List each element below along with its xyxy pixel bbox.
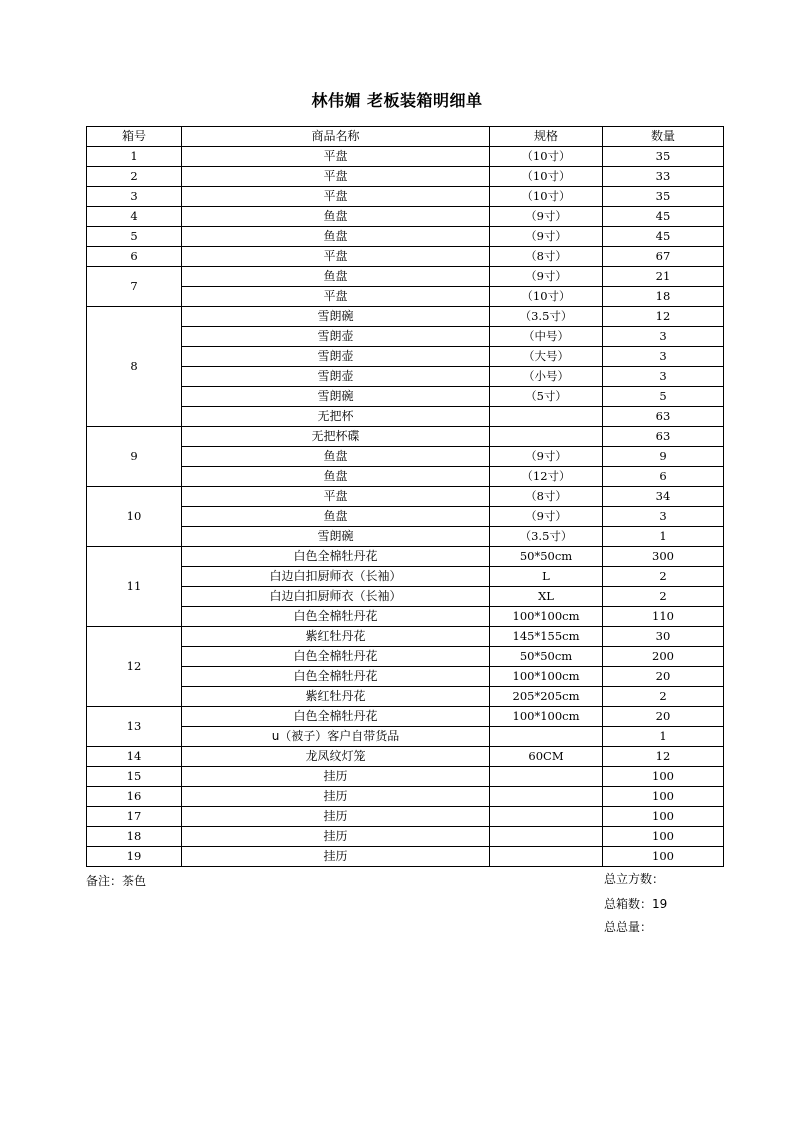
- quantity-cell: 63: [603, 407, 724, 427]
- box-number-cell: 10: [87, 487, 182, 547]
- product-name-cell: 鱼盘: [182, 447, 490, 467]
- product-name-cell: 平盘: [182, 147, 490, 167]
- quantity-cell: 34: [603, 487, 724, 507]
- table-row: [87, 687, 724, 707]
- box-number-cell: 1: [87, 147, 182, 167]
- spec-cell: XL: [490, 587, 603, 607]
- spec-cell: （3.5寸）: [490, 527, 603, 547]
- product-name-cell: 白色全棉牡丹花: [182, 707, 490, 727]
- table-row: [87, 567, 724, 587]
- table-row: [87, 587, 724, 607]
- product-name-cell: 鱼盘: [182, 507, 490, 527]
- spec-cell: 100*100cm: [490, 707, 603, 727]
- box-number-cell: 4: [87, 207, 182, 227]
- quantity-cell: 110: [603, 607, 724, 627]
- quantity-cell: 20: [603, 707, 724, 727]
- spec-cell: （8寸）: [490, 487, 603, 507]
- table-row: [87, 747, 724, 767]
- product-name-cell: 平盘: [182, 247, 490, 267]
- table-row: [87, 307, 724, 327]
- table-header-row: [87, 127, 724, 147]
- table-row: [87, 607, 724, 627]
- product-name-cell: 雪朗壶: [182, 327, 490, 347]
- spec-cell: 205*205cm: [490, 687, 603, 707]
- spec-cell: [490, 767, 603, 787]
- quantity-cell: 3: [603, 327, 724, 347]
- box-number-cell: 2: [87, 167, 182, 187]
- table-row: [87, 667, 724, 687]
- table-row: [87, 387, 724, 407]
- spec-cell: 145*155cm: [490, 627, 603, 647]
- spec-cell: （9寸）: [490, 227, 603, 247]
- product-name-cell: 白色全棉牡丹花: [182, 547, 490, 567]
- product-name-cell: 龙凤纹灯笼: [182, 747, 490, 767]
- total-volume-label: 总立方数：: [604, 872, 665, 886]
- header-box-number: 箱号: [87, 127, 182, 147]
- quantity-cell: 67: [603, 247, 724, 267]
- spec-cell: （3.5寸）: [490, 307, 603, 327]
- table-row: [87, 727, 724, 747]
- product-name-cell: 紫红牡丹花: [182, 687, 490, 707]
- quantity-cell: 33: [603, 167, 724, 187]
- table-row: [87, 547, 724, 567]
- spec-cell: 60CM: [490, 747, 603, 767]
- header-quantity: 数量: [603, 127, 724, 147]
- box-number-cell: 5: [87, 227, 182, 247]
- table-row: [87, 427, 724, 447]
- quantity-cell: 1: [603, 527, 724, 547]
- quantity-cell: 100: [603, 847, 724, 867]
- quantity-cell: 100: [603, 767, 724, 787]
- quantity-cell: 35: [603, 147, 724, 167]
- table-row: [87, 327, 724, 347]
- table-row: [87, 447, 724, 467]
- spec-cell: 50*50cm: [490, 547, 603, 567]
- table-row: [87, 507, 724, 527]
- quantity-cell: 2: [603, 567, 724, 587]
- product-name-cell: 白色全棉牡丹花: [182, 607, 490, 627]
- product-name-cell: 无把杯碟: [182, 427, 490, 447]
- product-name-cell: u（被子）客户自带货品: [182, 727, 490, 747]
- header-product-name: 商品名称: [182, 127, 490, 147]
- product-name-cell: 雪朗碗: [182, 527, 490, 547]
- box-number-cell: 11: [87, 547, 182, 627]
- quantity-cell: 2: [603, 587, 724, 607]
- table-row: [87, 807, 724, 827]
- quantity-cell: 18: [603, 287, 724, 307]
- spec-cell: （12寸）: [490, 467, 603, 487]
- box-number-cell: 18: [87, 827, 182, 847]
- spec-cell: [490, 727, 603, 747]
- table-body: [87, 147, 724, 867]
- box-number-cell: 3: [87, 187, 182, 207]
- quantity-cell: 6: [603, 467, 724, 487]
- product-name-cell: 白边白扣厨师衣（长袖）: [182, 587, 490, 607]
- quantity-cell: 21: [603, 267, 724, 287]
- quantity-cell: 100: [603, 827, 724, 847]
- total-boxes-label: 总箱数：19: [604, 897, 668, 911]
- product-name-cell: 雪朗碗: [182, 387, 490, 407]
- box-number-cell: 12: [87, 627, 182, 707]
- quantity-cell: 100: [603, 807, 724, 827]
- quantity-cell: 12: [603, 307, 724, 327]
- spec-cell: （9寸）: [490, 447, 603, 467]
- table-row: [87, 167, 724, 187]
- quantity-cell: 45: [603, 207, 724, 227]
- table-row: [87, 767, 724, 787]
- spec-cell: （大号）: [490, 347, 603, 367]
- remark-note: 备注：茶色: [86, 874, 147, 888]
- product-name-cell: 鱼盘: [182, 227, 490, 247]
- packing-list-table: [86, 126, 724, 867]
- table-row: [87, 707, 724, 727]
- table-row: [87, 267, 724, 287]
- table-row: [87, 847, 724, 867]
- quantity-cell: 3: [603, 367, 724, 387]
- table-row: [87, 207, 724, 227]
- spec-cell: [490, 427, 603, 447]
- spec-cell: （9寸）: [490, 207, 603, 227]
- box-number-cell: 7: [87, 267, 182, 307]
- product-name-cell: 挂历: [182, 847, 490, 867]
- table-row: [87, 187, 724, 207]
- box-number-cell: 8: [87, 307, 182, 427]
- box-number-cell: 14: [87, 747, 182, 767]
- product-name-cell: 雪朗壶: [182, 367, 490, 387]
- product-name-cell: 平盘: [182, 167, 490, 187]
- quantity-cell: 30: [603, 627, 724, 647]
- product-name-cell: 平盘: [182, 487, 490, 507]
- quantity-cell: 45: [603, 227, 724, 247]
- box-number-cell: 19: [87, 847, 182, 867]
- product-name-cell: 雪朗碗: [182, 307, 490, 327]
- product-name-cell: 白边白扣厨师衣（长袖）: [182, 567, 490, 587]
- quantity-cell: 5: [603, 387, 724, 407]
- quantity-cell: 20: [603, 667, 724, 687]
- quantity-cell: 35: [603, 187, 724, 207]
- spec-cell: [490, 807, 603, 827]
- table-row: [87, 787, 724, 807]
- spec-cell: 100*100cm: [490, 607, 603, 627]
- quantity-cell: 200: [603, 647, 724, 667]
- spec-cell: （10寸）: [490, 147, 603, 167]
- spec-cell: （9寸）: [490, 267, 603, 287]
- box-number-cell: 15: [87, 767, 182, 787]
- quantity-cell: 1: [603, 727, 724, 747]
- spec-cell: （小号）: [490, 367, 603, 387]
- box-number-cell: 17: [87, 807, 182, 827]
- table-row: [87, 147, 724, 167]
- quantity-cell: 3: [603, 347, 724, 367]
- quantity-cell: 2: [603, 687, 724, 707]
- table-row: [87, 347, 724, 367]
- product-name-cell: 白色全棉牡丹花: [182, 647, 490, 667]
- spec-cell: （10寸）: [490, 167, 603, 187]
- quantity-cell: 63: [603, 427, 724, 447]
- spec-cell: 100*100cm: [490, 667, 603, 687]
- table-row: [87, 527, 724, 547]
- page-title: 林伟媚 老板装箱明细单: [311, 91, 483, 110]
- spec-cell: [490, 787, 603, 807]
- table-row: [87, 627, 724, 647]
- product-name-cell: 紫红牡丹花: [182, 627, 490, 647]
- table-row: [87, 487, 724, 507]
- box-number-cell: 13: [87, 707, 182, 747]
- spec-cell: （8寸）: [490, 247, 603, 267]
- quantity-cell: 12: [603, 747, 724, 767]
- header-spec: 规格: [490, 127, 603, 147]
- table-row: [87, 647, 724, 667]
- product-name-cell: 无把杯: [182, 407, 490, 427]
- product-name-cell: 鱼盘: [182, 207, 490, 227]
- box-number-cell: 16: [87, 787, 182, 807]
- product-name-cell: 平盘: [182, 187, 490, 207]
- spec-cell: （10寸）: [490, 187, 603, 207]
- table-row: [87, 467, 724, 487]
- total-weight-label: 总总量：: [604, 920, 653, 934]
- product-name-cell: 鱼盘: [182, 467, 490, 487]
- spec-cell: [490, 827, 603, 847]
- quantity-cell: 300: [603, 547, 724, 567]
- product-name-cell: 挂历: [182, 827, 490, 847]
- spec-cell: L: [490, 567, 603, 587]
- spec-cell: （5寸）: [490, 387, 603, 407]
- spec-cell: （10寸）: [490, 287, 603, 307]
- spec-cell: 50*50cm: [490, 647, 603, 667]
- table-row: [87, 827, 724, 847]
- table-row: [87, 407, 724, 427]
- table-row: [87, 247, 724, 267]
- table-row: [87, 227, 724, 247]
- spec-cell: （中号）: [490, 327, 603, 347]
- product-name-cell: 平盘: [182, 287, 490, 307]
- product-name-cell: 鱼盘: [182, 267, 490, 287]
- box-number-cell: 6: [87, 247, 182, 267]
- table-row: [87, 367, 724, 387]
- product-name-cell: 挂历: [182, 767, 490, 787]
- spec-cell: （9寸）: [490, 507, 603, 527]
- product-name-cell: 雪朗壶: [182, 347, 490, 367]
- quantity-cell: 100: [603, 787, 724, 807]
- quantity-cell: 3: [603, 507, 724, 527]
- box-number-cell: 9: [87, 427, 182, 487]
- product-name-cell: 白色全棉牡丹花: [182, 667, 490, 687]
- spec-cell: [490, 407, 603, 427]
- product-name-cell: 挂历: [182, 807, 490, 827]
- spec-cell: [490, 847, 603, 867]
- table-row: [87, 287, 724, 307]
- quantity-cell: 9: [603, 447, 724, 467]
- product-name-cell: 挂历: [182, 787, 490, 807]
